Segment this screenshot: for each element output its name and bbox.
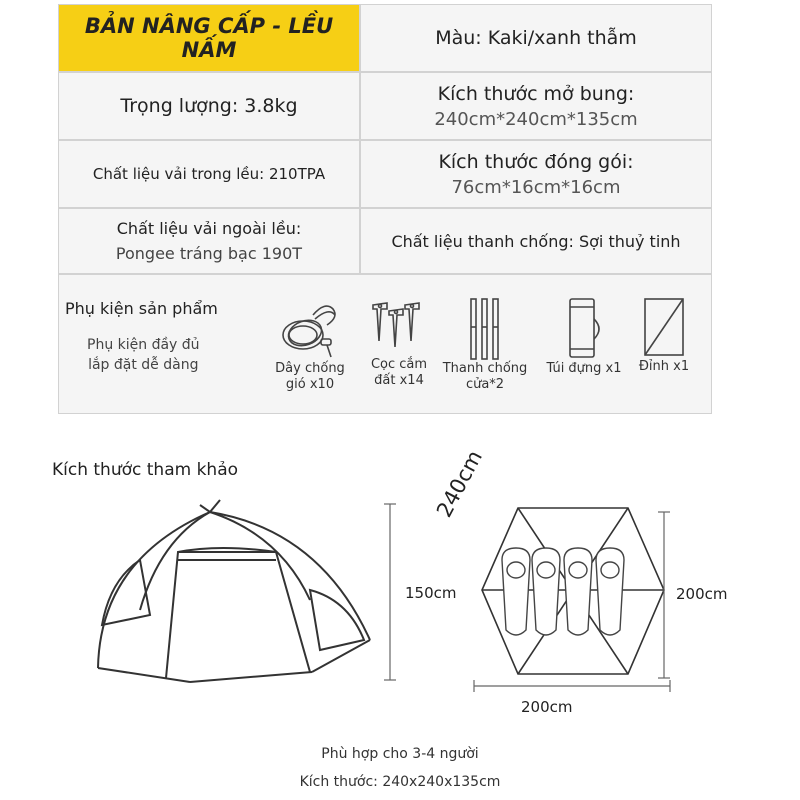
accessories-subtext <box>87 335 200 375</box>
pole-label-1: Thanh chống <box>442 361 528 376</box>
floor-plan <box>468 500 678 690</box>
rope-label-1: Dây chống <box>275 361 345 376</box>
stake-label-1: Cọc cắm <box>370 357 428 372</box>
color-text: Màu: Kaki/xanh thẫm <box>435 27 637 49</box>
bag-label: Túi đựng x1 <box>546 361 622 376</box>
accessory-stake <box>359 295 439 389</box>
bag-icon <box>562 295 606 361</box>
weight-text: Trọng lượng: 3.8kg <box>120 95 298 117</box>
rope-icon <box>275 295 345 361</box>
stake-label-2: đất x14 <box>374 373 424 388</box>
title-cell <box>58 4 360 72</box>
diagonal-dimension: 240cm <box>432 446 488 522</box>
depth-dimension: 200cm <box>676 585 728 603</box>
pole-material-cell <box>360 208 712 274</box>
pole-material-text: Chất liệu thanh chống: Sợi thuỷ tinh <box>391 231 681 251</box>
outer-fabric-cell <box>58 208 360 274</box>
pole-icon <box>465 297 505 361</box>
depth-dimension-line <box>654 510 674 680</box>
inner-fabric-cell <box>58 140 360 208</box>
tent-illustration <box>80 490 380 690</box>
pole-label-2: cửa*2 <box>465 377 505 392</box>
color-cell <box>360 4 712 72</box>
packed-size-value: 76cm*16cm*16cm <box>451 176 621 198</box>
accessories-sub-line-2: lắp đặt dễ dàng <box>88 357 199 373</box>
accessories-cell <box>58 274 712 414</box>
accessory-rope <box>267 295 353 393</box>
top-cover-label: Đỉnh x1 <box>638 359 690 374</box>
width-dimension: 200cm <box>521 698 573 716</box>
size-text: Kích thước: 240x240x135cm <box>299 774 501 790</box>
product-title: BẢN NÂNG CẤP - LỀU NẤM <box>84 14 334 62</box>
stake-icon <box>367 295 431 357</box>
open-size-value: 240cm*240cm*135cm <box>434 108 638 130</box>
reference-heading: Kích thước tham khảo <box>52 460 239 480</box>
accessories-sub-line-1: Phụ kiện đầy đủ <box>87 337 200 353</box>
accessory-top-cover <box>629 297 699 375</box>
top-cover-icon <box>641 297 687 359</box>
weight-cell <box>58 72 360 140</box>
accessories-heading: Phụ kiện sản phẩm <box>65 299 218 318</box>
capacity-text: Phù hợp cho 3-4 người <box>321 746 479 762</box>
packed-size-cell <box>360 140 712 208</box>
outer-fabric-value: Pongee tráng bạc 190T <box>115 244 303 263</box>
inner-fabric-text: Chất liệu vải trong lều: 210TPA <box>92 165 326 183</box>
packed-size-label: Kích thước đóng gói: <box>438 150 634 173</box>
height-dimension-line <box>380 500 400 684</box>
height-dimension: 150cm <box>405 584 457 602</box>
accessory-pole <box>439 297 531 393</box>
accessory-bag <box>539 295 629 377</box>
rope-label-2: gió x10 <box>285 377 335 392</box>
width-dimension-line <box>472 678 672 694</box>
open-size-label: Kích thước mở bung: <box>437 82 635 105</box>
outer-fabric-label: Chất liệu vải ngoài lều: <box>116 219 302 238</box>
open-size-cell <box>360 72 712 140</box>
spec-table <box>58 4 712 414</box>
